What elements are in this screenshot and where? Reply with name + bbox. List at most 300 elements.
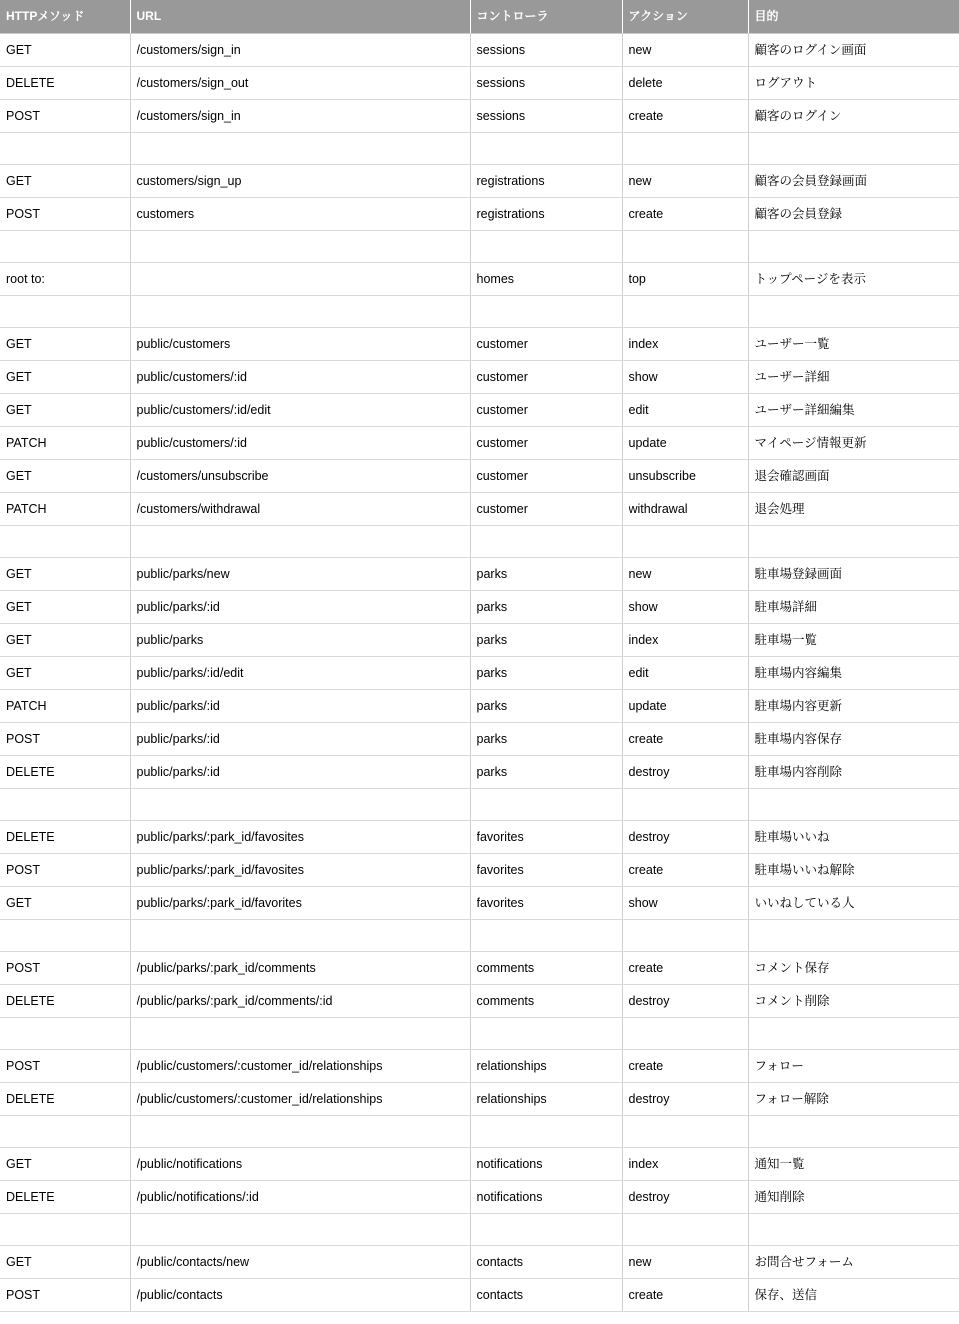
cell-controller	[470, 526, 622, 558]
cell-purpose	[748, 1083, 959, 1116]
cell-text-url: public/parks/:id	[136, 699, 220, 713]
table-body	[0, 34, 959, 1312]
cell-controller	[470, 100, 622, 133]
cell-method	[0, 1050, 130, 1083]
cell-controller	[470, 591, 622, 624]
cell-text-method: PATCH	[6, 436, 47, 450]
cell-text-method: GET	[6, 666, 32, 680]
cell-purpose	[748, 526, 959, 558]
cell-text-method: GET	[6, 896, 32, 910]
cell-purpose	[748, 1148, 959, 1181]
cell-purpose	[748, 657, 959, 690]
cell-text-purpose: 駐車場内容削除	[754, 765, 843, 779]
cell-text-action: destroy	[628, 765, 670, 779]
table-row	[0, 493, 959, 526]
cell-text-controller: parks	[476, 699, 508, 713]
cell-purpose	[748, 854, 959, 887]
cell-controller	[470, 1018, 622, 1050]
cell-purpose	[748, 165, 959, 198]
cell-text-method: GET	[6, 567, 32, 581]
cell-text-controller: registrations	[476, 207, 545, 221]
cell-url	[130, 460, 470, 493]
cell-text-url: /public/customers/:customer_id/relationships	[136, 1059, 383, 1073]
table-row	[0, 361, 959, 394]
cell-text-url: public/parks/:id/edit	[136, 666, 244, 680]
cell-text-controller: notifications	[476, 1190, 543, 1204]
cell-action	[622, 361, 748, 394]
cell-controller	[470, 493, 622, 526]
cell-text-action: new	[628, 43, 652, 57]
cell-url	[130, 361, 470, 394]
cell-url	[130, 821, 470, 854]
column-header-url: URL	[130, 0, 470, 34]
cell-text-action: create	[628, 207, 664, 221]
cell-text-purpose: 通知削除	[754, 1190, 805, 1204]
cell-url	[130, 231, 470, 263]
cell-text-url: /customers/withdrawal	[136, 502, 261, 516]
cell-url	[130, 198, 470, 231]
cell-controller	[470, 427, 622, 460]
cell-action	[622, 296, 748, 328]
cell-action	[622, 789, 748, 821]
table-header-row	[0, 0, 959, 34]
cell-text-action: destroy	[628, 1190, 670, 1204]
cell-text-purpose: 駐車場登録画面	[754, 567, 843, 581]
cell-action	[622, 887, 748, 920]
cell-purpose	[748, 1050, 959, 1083]
cell-text-method: DELETE	[6, 765, 55, 779]
cell-controller	[470, 1116, 622, 1148]
cell-purpose	[748, 1181, 959, 1214]
cell-text-url: public/customers	[136, 337, 231, 351]
cell-text-action: show	[628, 370, 658, 384]
cell-method	[0, 854, 130, 887]
cell-method	[0, 526, 130, 558]
cell-text-method: root to:	[6, 272, 45, 286]
cell-text-controller: favorites	[476, 863, 524, 877]
cell-text-controller: relationships	[476, 1092, 547, 1106]
cell-text-controller: registrations	[476, 174, 545, 188]
cell-url	[130, 690, 470, 723]
cell-text-controller: favorites	[476, 896, 524, 910]
cell-method	[0, 296, 130, 328]
cell-text-action: withdrawal	[628, 502, 688, 516]
cell-action	[622, 1050, 748, 1083]
table-row	[0, 624, 959, 657]
cell-text-url: /public/parks/:park_id/comments/:id	[136, 994, 333, 1008]
cell-url	[130, 1181, 470, 1214]
cell-text-purpose: いいねしている人	[754, 896, 855, 910]
cell-controller	[470, 723, 622, 756]
cell-action	[622, 263, 748, 296]
cell-text-purpose: 顧客のログイン	[754, 109, 842, 123]
table-row	[0, 756, 959, 789]
cell-method	[0, 1018, 130, 1050]
cell-text-action: index	[628, 337, 659, 351]
cell-text-action: edit	[628, 403, 649, 417]
table-row	[0, 558, 959, 591]
cell-action	[622, 920, 748, 952]
cell-action	[622, 427, 748, 460]
cell-action	[622, 821, 748, 854]
table-spacer-row	[0, 1018, 959, 1050]
table-row	[0, 854, 959, 887]
cell-text-method: DELETE	[6, 1092, 55, 1106]
cell-method	[0, 427, 130, 460]
table-spacer-row	[0, 920, 959, 952]
cell-action	[622, 756, 748, 789]
cell-action	[622, 67, 748, 100]
cell-method	[0, 723, 130, 756]
cell-text-controller: parks	[476, 765, 508, 779]
cell-url	[130, 427, 470, 460]
cell-text-controller: comments	[476, 994, 535, 1008]
cell-controller	[470, 34, 622, 67]
cell-purpose	[748, 920, 959, 952]
column-header-action: アクション	[622, 0, 748, 34]
cell-text-method: POST	[6, 863, 41, 877]
table-row	[0, 394, 959, 427]
cell-method	[0, 165, 130, 198]
cell-purpose	[748, 263, 959, 296]
cell-purpose	[748, 821, 959, 854]
cell-action	[622, 1246, 748, 1279]
cell-controller	[470, 690, 622, 723]
cell-text-purpose: 顧客の会員登録	[754, 207, 843, 221]
cell-purpose	[748, 34, 959, 67]
cell-controller	[470, 328, 622, 361]
cell-url	[130, 34, 470, 67]
cell-text-action: create	[628, 732, 664, 746]
cell-action	[622, 723, 748, 756]
cell-text-purpose: フォロー解除	[754, 1092, 829, 1106]
cell-action	[622, 1148, 748, 1181]
cell-text-method: POST	[6, 1288, 41, 1302]
cell-method	[0, 789, 130, 821]
cell-text-url: public/parks/new	[136, 567, 230, 581]
cell-url	[130, 920, 470, 952]
cell-method	[0, 67, 130, 100]
cell-text-controller: customer	[476, 370, 528, 384]
cell-method	[0, 1214, 130, 1246]
cell-text-action: destroy	[628, 830, 670, 844]
cell-action	[622, 1018, 748, 1050]
table-row	[0, 821, 959, 854]
cell-text-method: GET	[6, 370, 32, 384]
cell-text-method: GET	[6, 174, 32, 188]
cell-url	[130, 723, 470, 756]
cell-method	[0, 328, 130, 361]
cell-text-action: edit	[628, 666, 649, 680]
table-header	[0, 0, 959, 34]
cell-purpose	[748, 624, 959, 657]
cell-text-action: index	[628, 1157, 659, 1171]
cell-controller	[470, 198, 622, 231]
cell-action	[622, 100, 748, 133]
cell-purpose	[748, 723, 959, 756]
cell-text-controller: contacts	[476, 1288, 524, 1302]
table-spacer-row	[0, 1214, 959, 1246]
cell-purpose	[748, 1116, 959, 1148]
cell-purpose	[748, 1246, 959, 1279]
table-row	[0, 1050, 959, 1083]
cell-text-action: new	[628, 1255, 652, 1269]
cell-method	[0, 263, 130, 296]
cell-url	[130, 1116, 470, 1148]
cell-text-method: POST	[6, 732, 41, 746]
cell-text-url: public/customers/:id	[136, 370, 247, 384]
cell-text-method: GET	[6, 469, 32, 483]
cell-action	[622, 198, 748, 231]
cell-controller	[470, 1148, 622, 1181]
cell-text-controller: sessions	[476, 43, 526, 57]
cell-method	[0, 493, 130, 526]
cell-text-controller: parks	[476, 666, 508, 680]
table-row	[0, 34, 959, 67]
cell-text-purpose: 通知一覧	[754, 1157, 805, 1171]
cell-controller	[470, 756, 622, 789]
cell-text-purpose: 駐車場詳細	[754, 600, 818, 614]
cell-purpose	[748, 1018, 959, 1050]
cell-method	[0, 1246, 130, 1279]
table-spacer-row	[0, 789, 959, 821]
cell-text-action: index	[628, 633, 659, 647]
column-header-purpose: 目的	[748, 0, 959, 34]
cell-purpose	[748, 952, 959, 985]
cell-text-method: PATCH	[6, 502, 47, 516]
cell-text-action: create	[628, 961, 664, 975]
table-row	[0, 100, 959, 133]
cell-text-action: create	[628, 863, 664, 877]
cell-text-purpose: ユーザー一覧	[754, 337, 830, 351]
cell-action	[622, 1279, 748, 1312]
cell-text-method: DELETE	[6, 830, 55, 844]
cell-purpose	[748, 328, 959, 361]
cell-url	[130, 328, 470, 361]
table-row	[0, 1148, 959, 1181]
cell-url	[130, 263, 470, 296]
cell-url	[130, 1018, 470, 1050]
cell-purpose	[748, 985, 959, 1018]
cell-action	[622, 133, 748, 165]
cell-controller	[470, 952, 622, 985]
cell-text-purpose: 駐車場内容更新	[754, 699, 843, 713]
cell-text-purpose: コメント保存	[754, 961, 830, 975]
cell-text-controller: customer	[476, 337, 528, 351]
cell-text-controller: contacts	[476, 1255, 524, 1269]
cell-text-url: customers	[136, 207, 195, 221]
cell-url	[130, 591, 470, 624]
cell-text-url: /public/customers/:customer_id/relationships	[136, 1092, 383, 1106]
cell-action	[622, 1116, 748, 1148]
cell-text-method: GET	[6, 337, 32, 351]
table-row	[0, 1181, 959, 1214]
cell-purpose	[748, 756, 959, 789]
cell-text-method: DELETE	[6, 76, 55, 90]
cell-action	[622, 952, 748, 985]
cell-text-action: create	[628, 109, 664, 123]
table-row	[0, 263, 959, 296]
cell-controller	[470, 789, 622, 821]
cell-purpose	[748, 591, 959, 624]
cell-text-url: public/parks/:park_id/favosites	[136, 830, 304, 844]
cell-text-controller: sessions	[476, 76, 526, 90]
cell-text-purpose: ユーザー詳細編集	[754, 403, 855, 417]
cell-text-method: GET	[6, 600, 32, 614]
cell-purpose	[748, 1214, 959, 1246]
cell-method	[0, 690, 130, 723]
cell-text-method: POST	[6, 1059, 41, 1073]
cell-text-controller: relationships	[476, 1059, 547, 1073]
cell-method	[0, 231, 130, 263]
cell-action	[622, 591, 748, 624]
cell-purpose	[748, 493, 959, 526]
cell-text-purpose: 退会処理	[754, 502, 805, 516]
cell-text-action: destroy	[628, 1092, 670, 1106]
cell-method	[0, 1116, 130, 1148]
table-row	[0, 328, 959, 361]
cell-text-action: new	[628, 174, 652, 188]
cell-text-purpose: コメント削除	[754, 994, 830, 1008]
cell-url	[130, 493, 470, 526]
cell-text-method: DELETE	[6, 994, 55, 1008]
cell-text-url: /customers/unsubscribe	[136, 469, 269, 483]
cell-controller	[470, 558, 622, 591]
cell-controller	[470, 361, 622, 394]
table-row	[0, 1246, 959, 1279]
cell-purpose	[748, 558, 959, 591]
cell-text-purpose: お問合せフォーム	[754, 1255, 854, 1269]
cell-method	[0, 756, 130, 789]
cell-method	[0, 887, 130, 920]
table-spacer-row	[0, 133, 959, 165]
cell-text-url: /public/notifications	[136, 1157, 243, 1171]
cell-url	[130, 1083, 470, 1116]
cell-method	[0, 657, 130, 690]
table-row	[0, 165, 959, 198]
cell-text-purpose: 退会確認画面	[754, 469, 830, 483]
table-spacer-row	[0, 296, 959, 328]
cell-text-controller: customer	[476, 502, 528, 516]
cell-url	[130, 887, 470, 920]
cell-controller	[470, 1214, 622, 1246]
cell-url	[130, 952, 470, 985]
cell-purpose	[748, 67, 959, 100]
cell-url	[130, 558, 470, 591]
cell-text-method: GET	[6, 403, 32, 417]
cell-text-url: public/parks	[136, 633, 204, 647]
cell-text-purpose: トップページを表示	[754, 272, 866, 286]
cell-purpose	[748, 1279, 959, 1312]
cell-text-purpose: 駐車場いいね	[754, 830, 830, 844]
cell-text-controller: parks	[476, 567, 508, 581]
cell-action	[622, 1083, 748, 1116]
cell-url	[130, 789, 470, 821]
cell-text-method: GET	[6, 43, 32, 57]
cell-text-controller: sessions	[476, 109, 526, 123]
cell-text-action: new	[628, 567, 652, 581]
cell-method	[0, 394, 130, 427]
cell-url	[130, 526, 470, 558]
table-row	[0, 198, 959, 231]
cell-purpose	[748, 100, 959, 133]
cell-controller	[470, 985, 622, 1018]
cell-text-url: /public/parks/:park_id/comments	[136, 961, 316, 975]
cell-controller	[470, 1083, 622, 1116]
cell-url	[130, 100, 470, 133]
cell-text-purpose: 保存、送信	[754, 1288, 818, 1302]
table-spacer-row	[0, 231, 959, 263]
cell-purpose	[748, 296, 959, 328]
cell-text-action: update	[628, 699, 667, 713]
cell-url	[130, 854, 470, 887]
table-row	[0, 887, 959, 920]
cell-text-action: unsubscribe	[628, 469, 696, 483]
cell-text-controller: favorites	[476, 830, 524, 844]
cell-text-action: create	[628, 1288, 664, 1302]
cell-purpose	[748, 198, 959, 231]
cell-method	[0, 100, 130, 133]
cell-method	[0, 34, 130, 67]
cell-text-method: GET	[6, 1255, 32, 1269]
cell-url	[130, 1050, 470, 1083]
cell-method	[0, 1279, 130, 1312]
cell-text-action: show	[628, 896, 658, 910]
cell-text-url: /customers/sign_in	[136, 109, 241, 123]
cell-text-url: /public/contacts	[136, 1288, 223, 1302]
cell-purpose	[748, 361, 959, 394]
cell-text-purpose: 駐車場一覧	[754, 633, 818, 647]
cell-action	[622, 558, 748, 591]
cell-text-method: GET	[6, 1157, 32, 1171]
table-row	[0, 427, 959, 460]
cell-text-method: GET	[6, 633, 32, 647]
cell-text-url: public/customers/:id/edit	[136, 403, 271, 417]
cell-purpose	[748, 231, 959, 263]
cell-action	[622, 624, 748, 657]
cell-text-action: show	[628, 600, 658, 614]
cell-text-controller: customer	[476, 436, 528, 450]
cell-purpose	[748, 427, 959, 460]
cell-text-purpose: 顧客の会員登録画面	[754, 174, 868, 188]
cell-text-method: PATCH	[6, 699, 47, 713]
cell-text-controller: comments	[476, 961, 535, 975]
cell-action	[622, 985, 748, 1018]
cell-url	[130, 1214, 470, 1246]
cell-action	[622, 34, 748, 67]
cell-text-url: /customers/sign_in	[136, 43, 241, 57]
cell-controller	[470, 231, 622, 263]
cell-text-controller: homes	[476, 272, 515, 286]
cell-purpose	[748, 789, 959, 821]
cell-url	[130, 165, 470, 198]
cell-method	[0, 1181, 130, 1214]
cell-controller	[470, 394, 622, 427]
cell-controller	[470, 821, 622, 854]
column-header-controller: コントローラ	[470, 0, 622, 34]
cell-text-purpose: ユーザー詳細	[754, 370, 830, 384]
cell-text-method: POST	[6, 207, 41, 221]
table-spacer-row	[0, 526, 959, 558]
cell-controller	[470, 1050, 622, 1083]
cell-url	[130, 1148, 470, 1181]
cell-controller	[470, 920, 622, 952]
cell-controller	[470, 67, 622, 100]
cell-text-url: public/customers/:id	[136, 436, 247, 450]
cell-text-url: /public/notifications/:id	[136, 1190, 259, 1204]
cell-method	[0, 985, 130, 1018]
cell-controller	[470, 133, 622, 165]
